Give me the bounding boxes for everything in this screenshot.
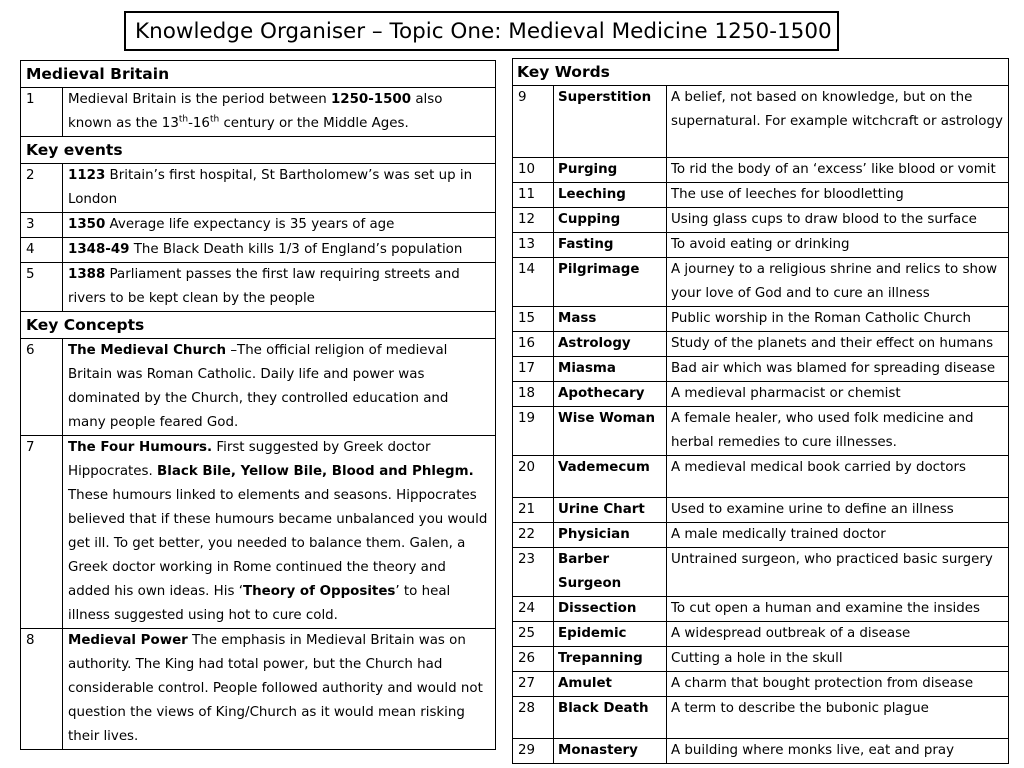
- keyword-number: 18: [513, 382, 554, 407]
- keyword-definition: A medieval pharmacist or chemist: [667, 382, 1009, 407]
- keyword-definition: A medieval medical book carried by doctors: [667, 456, 1009, 498]
- keyword-definition: Public worship in the Roman Catholic Church: [667, 307, 1009, 332]
- row-text: [63, 88, 496, 137]
- bold-text: 1388: [68, 267, 106, 282]
- text-segment: The emphasis in Medieval Britain was on authority. The King had total power, but the Church had considerable control. People followed authority and would not question the views of King/Church as it would mean risking their lives.: [68, 633, 483, 744]
- keyword-term: Monastery: [554, 739, 667, 764]
- keyword-number: 28: [513, 697, 554, 739]
- keyword-number: 23: [513, 548, 554, 597]
- row-text: [63, 213, 496, 238]
- keyword-row: [513, 357, 1009, 382]
- keyword-row: [513, 407, 1009, 456]
- keyword-definition: Untrained surgeon, who practiced basic surgery: [667, 548, 1009, 597]
- keyword-definition: The use of leeches for bloodletting: [667, 183, 1009, 208]
- table-row: [21, 629, 496, 750]
- table-row: [21, 164, 496, 213]
- section-heading-row: [21, 61, 496, 88]
- keyword-term: Mass: [554, 307, 667, 332]
- section-heading: Key Concepts: [21, 312, 496, 339]
- keyword-number: 15: [513, 307, 554, 332]
- row-number: 2: [21, 164, 63, 213]
- keyword-definition: Used to examine urine to define an illness: [667, 498, 1009, 523]
- keyword-term: Vademecum: [554, 456, 667, 498]
- text-segment: Parliament passes the first law requiring streets and rivers to be kept clean by the people: [68, 267, 460, 306]
- keyword-definition: A journey to a religious shrine and relics to show your love of God and to cure an illness: [667, 258, 1009, 307]
- bold-text: 1348-49: [68, 242, 130, 257]
- keyword-definition: A female healer, who used folk medicine and herbal remedies to cure illnesses.: [667, 407, 1009, 456]
- keyword-definition: Using glass cups to draw blood to the surface: [667, 208, 1009, 233]
- keyword-number: 27: [513, 672, 554, 697]
- keyword-number: 21: [513, 498, 554, 523]
- keyword-term: Trepanning: [554, 647, 667, 672]
- keyword-number: 16: [513, 332, 554, 357]
- keyword-term: Miasma: [554, 357, 667, 382]
- keyword-row: [513, 597, 1009, 622]
- row-number: 8: [21, 629, 63, 750]
- keyword-number: 20: [513, 456, 554, 498]
- keyword-row: [513, 233, 1009, 258]
- bold-text: Medieval Power: [68, 633, 188, 648]
- keyword-term: Apothecary: [554, 382, 667, 407]
- text-segment: Medieval Britain is the period between: [68, 92, 331, 107]
- keyword-row: [513, 86, 1009, 158]
- keyword-number: 14: [513, 258, 554, 307]
- keyword-term: Fasting: [554, 233, 667, 258]
- keyword-definition: To cut open a human and examine the insides: [667, 597, 1009, 622]
- keyword-definition: A building where monks live, eat and pray: [667, 739, 1009, 764]
- row-text: [63, 339, 496, 436]
- bold-text: 1250-1500: [330, 92, 412, 107]
- keyword-term: Wise Woman: [554, 407, 667, 456]
- keyword-term: Pilgrimage: [554, 258, 667, 307]
- keywords-heading-row: [513, 59, 1009, 86]
- row-number: 5: [21, 263, 63, 312]
- keyword-definition: To rid the body of an ‘excess’ like blood or vomit: [667, 158, 1009, 183]
- left-table: [20, 60, 496, 750]
- keyword-definition: A charm that bought protection from disease: [667, 672, 1009, 697]
- row-number: 1: [21, 88, 63, 137]
- bold-text: 1123: [68, 168, 106, 183]
- text-segment: century or the Middle Ages.: [219, 116, 409, 131]
- text-segment: These humours linked to elements and seasons. Hippocrates believed that if these humours became unbalanced you would get ill. To get better, you needed to balance them. Galen, a Greek doctor working in Rome continued the theory and added his own ideas. His ‘: [68, 488, 488, 599]
- row-text: [63, 263, 496, 312]
- keyword-row: [513, 208, 1009, 233]
- keyword-number: 29: [513, 739, 554, 764]
- keyword-row: [513, 382, 1009, 407]
- keyword-definition: To avoid eating or drinking: [667, 233, 1009, 258]
- keyword-number: 11: [513, 183, 554, 208]
- keyword-term: Dissection: [554, 597, 667, 622]
- keyword-row: [513, 158, 1009, 183]
- keyword-term: Physician: [554, 523, 667, 548]
- keyword-row: [513, 183, 1009, 208]
- keyword-number: 19: [513, 407, 554, 456]
- keyword-row: [513, 548, 1009, 597]
- table-row: [21, 263, 496, 312]
- keyword-row: [513, 672, 1009, 697]
- row-number: 4: [21, 238, 63, 263]
- keyword-definition: Cutting a hole in the skull: [667, 647, 1009, 672]
- keyword-number: 17: [513, 357, 554, 382]
- keyword-definition: A term to describe the bubonic plague: [667, 697, 1009, 739]
- bold-text: The Medieval Church: [68, 343, 227, 358]
- text-segment: The Black Death kills 1/3 of England’s population: [129, 242, 463, 257]
- row-number: 6: [21, 339, 63, 436]
- text-segment: also known as the 13: [68, 92, 443, 131]
- text-segment: -16: [188, 116, 210, 131]
- section-heading: Medieval Britain: [21, 61, 496, 88]
- keyword-row: [513, 622, 1009, 647]
- keyword-number: 26: [513, 647, 554, 672]
- keyword-definition: Study of the planets and their effect on humans: [667, 332, 1009, 357]
- bold-text: Black Bile, Yellow Bile, Blood and Phlegm.: [157, 464, 474, 479]
- page-title: Knowledge Organiser – Topic One: Medieval Medicine 1250-1500: [124, 11, 839, 51]
- keyword-term: Black Death: [554, 697, 667, 739]
- keyword-row: [513, 332, 1009, 357]
- text-segment: th: [178, 114, 189, 125]
- table-row: [21, 436, 496, 629]
- row-text: [63, 238, 496, 263]
- row-text: [63, 436, 496, 629]
- keyword-number: 22: [513, 523, 554, 548]
- keyword-row: [513, 739, 1009, 764]
- text-segment: First suggested by Greek doctor Hippocrates.: [68, 440, 431, 479]
- text-segment: ’ to heal illness suggested using hot to cure cold.: [68, 584, 451, 623]
- keyword-number: 9: [513, 86, 554, 158]
- keyword-definition: Bad air which was blamed for spreading disease: [667, 357, 1009, 382]
- text-segment: –The official religion of medieval Britain was Roman Catholic. Daily life and power was dominated by the Church, they controlled education and many people feared God.: [68, 343, 449, 430]
- keyword-row: [513, 258, 1009, 307]
- table-row: [21, 339, 496, 436]
- keyword-definition: A belief, not based on knowledge, but on the supernatural. For example witchcraft or astrology: [667, 86, 1009, 158]
- keyword-term: Epidemic: [554, 622, 667, 647]
- row-text: [63, 629, 496, 750]
- keyword-number: 12: [513, 208, 554, 233]
- bold-text: The Four Humours.: [68, 440, 213, 455]
- keyword-number: 24: [513, 597, 554, 622]
- bold-text: 1350: [68, 217, 106, 232]
- keyword-number: 25: [513, 622, 554, 647]
- table-row: [21, 88, 496, 137]
- bold-text: Theory of Opposites: [242, 584, 396, 599]
- keyword-row: [513, 523, 1009, 548]
- keyword-row: [513, 647, 1009, 672]
- keyword-definition: A male medically trained doctor: [667, 523, 1009, 548]
- row-number: 3: [21, 213, 63, 238]
- table-row: [21, 238, 496, 263]
- keyword-row: [513, 697, 1009, 739]
- keyword-term: Superstition: [554, 86, 667, 158]
- keyword-term: Barber Surgeon: [554, 548, 667, 597]
- keywords-heading: Key Words: [513, 59, 1009, 86]
- keyword-row: [513, 307, 1009, 332]
- keyword-row: [513, 456, 1009, 498]
- keywords-table: [512, 58, 1009, 764]
- keyword-term: Purging: [554, 158, 667, 183]
- section-heading-row: [21, 137, 496, 164]
- section-heading-row: [21, 312, 496, 339]
- keyword-row: [513, 498, 1009, 523]
- text-segment: Britain’s first hospital, St Bartholomew’s was set up in London: [68, 168, 473, 207]
- keyword-term: Amulet: [554, 672, 667, 697]
- row-text: [63, 164, 496, 213]
- row-number: 7: [21, 436, 63, 629]
- text-segment: th: [209, 114, 220, 125]
- table-row: [21, 213, 496, 238]
- section-heading: Key events: [21, 137, 496, 164]
- keyword-definition: A widespread outbreak of a disease: [667, 622, 1009, 647]
- keyword-term: Astrology: [554, 332, 667, 357]
- keyword-term: Leeching: [554, 183, 667, 208]
- keyword-term: Cupping: [554, 208, 667, 233]
- keyword-term: Urine Chart: [554, 498, 667, 523]
- keyword-number: 13: [513, 233, 554, 258]
- text-segment: Average life expectancy is 35 years of age: [105, 217, 395, 232]
- keyword-number: 10: [513, 158, 554, 183]
